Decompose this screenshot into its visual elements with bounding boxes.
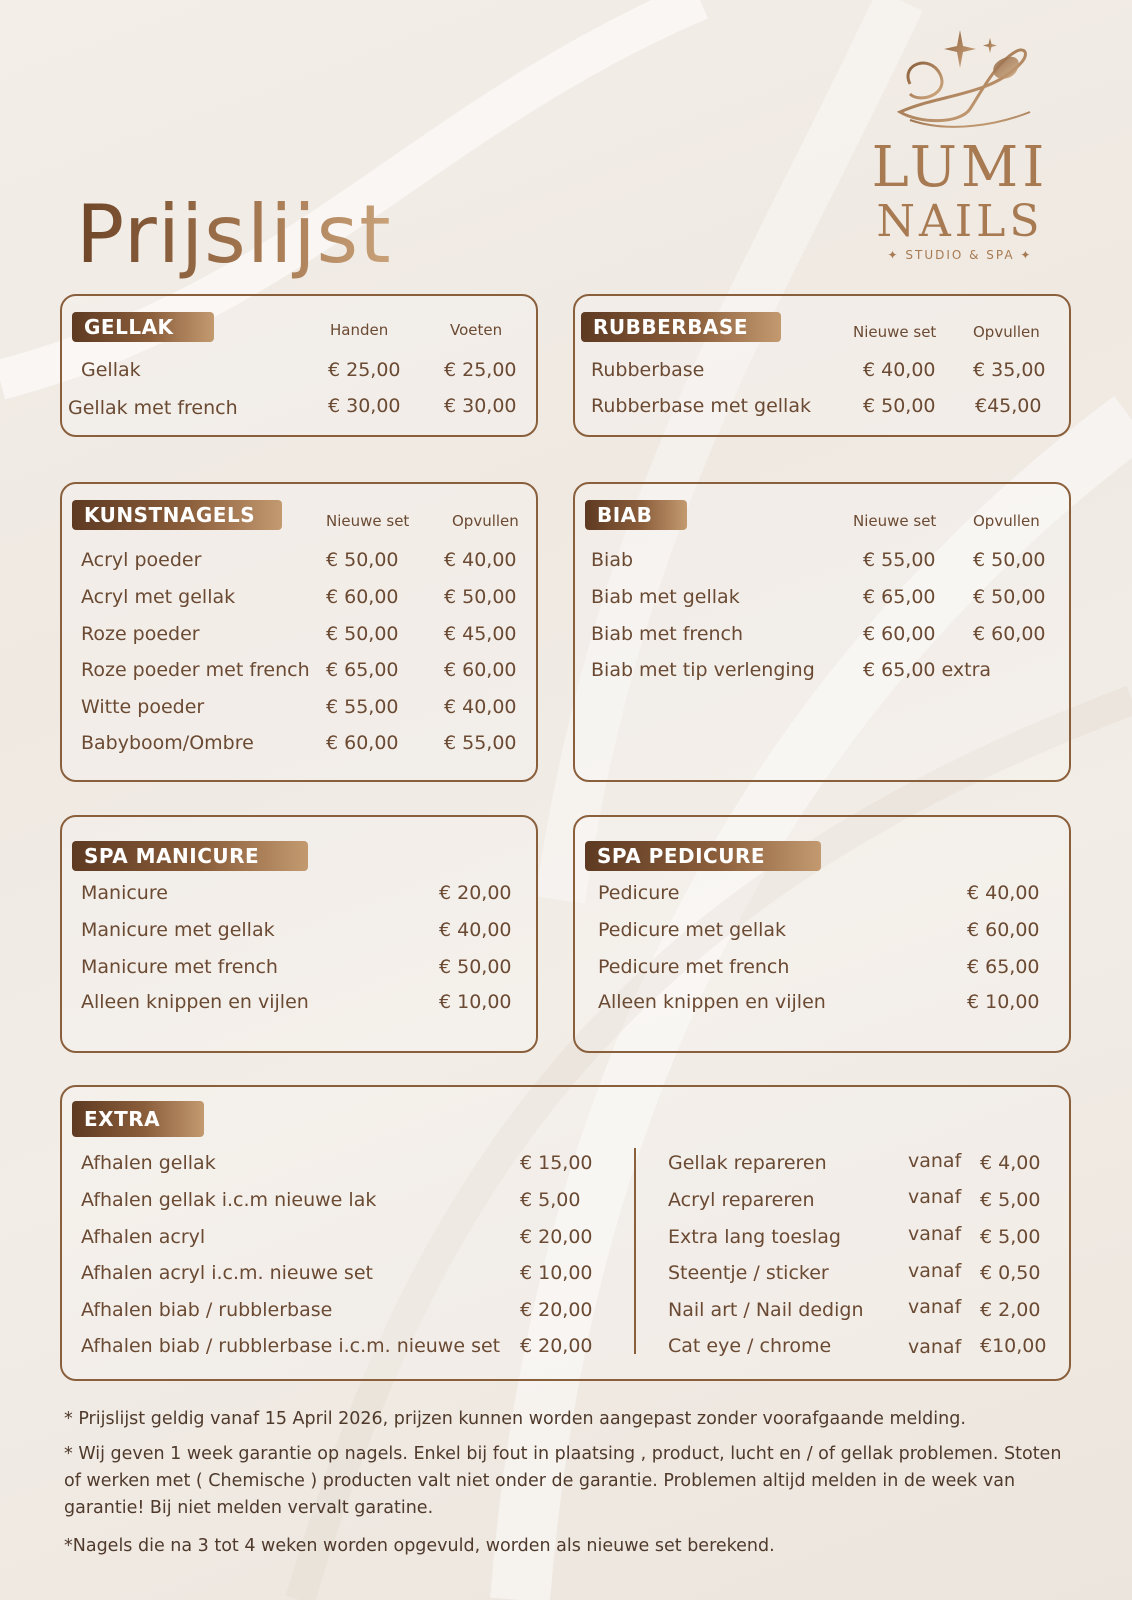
extra-right-row-from: vanaf xyxy=(908,1150,962,1172)
extra-right-row-name: Nail art / Nail dedign xyxy=(668,1299,864,1321)
spa-pedicure-row-price: € 60,00 xyxy=(967,919,1040,941)
gellak-badge: GELLAK xyxy=(72,312,214,342)
rubberbase-section xyxy=(573,294,1071,437)
note-warranty: * Wij geven 1 week garantie op nagels. Enkel bij fout in plaatsing , product, lucht en / of gellak problemen. Stoten of werken met ( Chemische ) producten valt niet onder de garantie. Problemen altijd melden in de week van garantie! Bij niet melden vervalt garatine. xyxy=(64,1444,1062,1518)
spa-manicure-row-price: € 50,00 xyxy=(439,956,512,978)
kunstnagels-row-price: € 50,00 xyxy=(444,586,517,608)
spa-pedicure-row-name: Pedicure xyxy=(598,882,680,904)
gellak-col-voeten: Voeten xyxy=(450,321,503,339)
biab-row-price: € 60,00 xyxy=(973,623,1046,645)
rubberbase-row-price: € 50,00 xyxy=(863,395,936,417)
biab-row-price: € 65,00 extra xyxy=(863,659,992,681)
rubberbase-col-opvullen: Opvullen xyxy=(973,323,1040,341)
kunstnagels-row-name: Babyboom/Ombre xyxy=(81,732,254,754)
extra-left-row-price: € 20,00 xyxy=(520,1299,593,1321)
extra-right-row-price: € 5,00 xyxy=(980,1189,1041,1211)
biab-col-opvullen: Opvullen xyxy=(973,512,1040,530)
spa-pedicure-section xyxy=(573,815,1071,1053)
kunstnagels-row-price: € 40,00 xyxy=(444,696,517,718)
biab-badge: BIAB xyxy=(585,500,687,530)
gellak-row-name: Gellak met french xyxy=(68,397,238,419)
extra-left-row-name: Afhalen biab / rubblerbase i.c.m. nieuwe set xyxy=(81,1335,501,1357)
spa-manicure-row-name: Manicure xyxy=(81,882,168,904)
extra-right-row-price: € 0,50 xyxy=(980,1262,1041,1284)
extra-left-row-price: € 20,00 xyxy=(520,1226,593,1248)
biab-row-name: Biab xyxy=(591,549,634,571)
kunstnagels-row-price: € 50,00 xyxy=(326,549,399,571)
gellak-row-name: Gellak xyxy=(81,359,141,381)
kunstnagels-col-nieuwe-set: Nieuwe set xyxy=(326,512,410,530)
page-title: Prijslijst xyxy=(76,188,392,281)
spa-pedicure-row-name: Pedicure met french xyxy=(598,956,790,978)
extra-left-row-price: € 10,00 xyxy=(520,1262,593,1284)
extra-left-row-price: € 5,00 xyxy=(520,1189,581,1211)
note-refill: *Nagels die na 3 tot 4 weken worden opgevuld, worden als nieuwe set berekend. xyxy=(64,1536,775,1556)
spa-pedicure-row-price: € 10,00 xyxy=(967,991,1040,1013)
biab-row-price: € 50,00 xyxy=(973,549,1046,571)
biab-col-nieuwe-set: Nieuwe set xyxy=(853,512,937,530)
rubberbase-row-price: € 40,00 xyxy=(863,359,936,381)
kunstnagels-row-name: Acryl poeder xyxy=(81,549,202,571)
spa-pedicure-row-name: Alleen knippen en vijlen xyxy=(598,991,826,1013)
rubberbase-row-name: Rubberbase met gellak xyxy=(591,395,811,417)
extra-right-row-name: Steentje / sticker xyxy=(668,1262,829,1284)
kunstnagels-row-price: € 65,00 xyxy=(326,659,399,681)
kunstnagels-row-price: € 55,00 xyxy=(444,732,517,754)
biab-row-price: € 60,00 xyxy=(863,623,936,645)
brand-logo xyxy=(860,24,1060,284)
spa-manicure-section xyxy=(60,815,538,1053)
extra-left-row-price: € 20,00 xyxy=(520,1335,593,1357)
biab-row-name: Biab met french xyxy=(591,623,744,645)
kunstnagels-row-price: € 50,00 xyxy=(326,623,399,645)
extra-left-row-name: Afhalen biab / rubblerbase xyxy=(81,1299,333,1321)
note-validity: * Prijslijst geldig vanaf 15 April 2026, prijzen kunnen worden aangepast zonder voorafgaande melding. xyxy=(64,1409,966,1429)
spa-manicure-row-price: € 20,00 xyxy=(439,882,512,904)
extra-section xyxy=(60,1085,1071,1381)
extra-right-row-name: Extra lang toeslag xyxy=(668,1226,841,1248)
spa-pedicure-badge: SPA PEDICURE xyxy=(585,841,821,871)
extra-right-row-from: vanaf xyxy=(908,1186,962,1208)
kunstnagels-col-opvullen: Opvullen xyxy=(452,512,519,530)
gellak-row-price: € 30,00 xyxy=(328,395,401,417)
extra-right-row-price: €10,00 xyxy=(980,1335,1047,1357)
biab-section xyxy=(573,482,1071,782)
gellak-row-price: € 25,00 xyxy=(444,359,517,381)
kunstnagels-row-name: Roze poeder xyxy=(81,623,200,645)
biab-row-price: € 65,00 xyxy=(863,586,936,608)
extra-right-row-name: Gellak repareren xyxy=(668,1152,827,1174)
spa-manicure-badge: SPA MANICURE xyxy=(72,841,308,871)
biab-row-name: Biab met gellak xyxy=(591,586,740,608)
kunstnagels-row-name: Witte poeder xyxy=(81,696,205,718)
rubberbase-badge: RUBBERBASE xyxy=(581,312,781,342)
rubberbase-col-nieuwe-set: Nieuwe set xyxy=(853,323,937,341)
extra-right-row-name: Acryl repareren xyxy=(668,1189,815,1211)
extra-column-divider xyxy=(634,1148,636,1354)
gellak-row-price: € 25,00 xyxy=(328,359,401,381)
extra-left-row-name: Afhalen acryl xyxy=(81,1226,206,1248)
extra-right-row-from: vanaf xyxy=(908,1296,962,1318)
extra-left-row-name: Afhalen gellak i.c.m nieuwe lak xyxy=(81,1189,377,1211)
kunstnagels-row-name: Acryl met gellak xyxy=(81,586,236,608)
gellak-row-price: € 30,00 xyxy=(444,395,517,417)
kunstnagels-row-price: € 60,00 xyxy=(444,659,517,681)
kunstnagels-row-price: € 60,00 xyxy=(326,586,399,608)
gellak-col-handen: Handen xyxy=(330,321,389,339)
extra-right-row-price: € 4,00 xyxy=(980,1152,1041,1174)
kunstnagels-row-price: € 55,00 xyxy=(326,696,399,718)
extra-left-row-price: € 15,00 xyxy=(520,1152,593,1174)
kunstnagels-row-price: € 60,00 xyxy=(326,732,399,754)
extra-right-row-from: vanaf xyxy=(908,1223,962,1245)
spa-manicure-row-name: Manicure met gellak xyxy=(81,919,275,941)
nail-sparkle-logo-icon xyxy=(880,24,1040,134)
extra-right-row-from: vanaf xyxy=(908,1260,962,1282)
kunstnagels-row-price: € 40,00 xyxy=(444,549,517,571)
extra-right-row-from: vanaf xyxy=(908,1336,962,1358)
logo-text-nails: NAILS xyxy=(876,196,1044,247)
spa-pedicure-row-name: Pedicure met gellak xyxy=(598,919,787,941)
kunstnagels-badge: KUNSTNAGELS xyxy=(72,500,282,530)
extra-right-row-price: € 5,00 xyxy=(980,1226,1041,1248)
spa-manicure-row-price: € 40,00 xyxy=(439,919,512,941)
kunstnagels-row-price: € 45,00 xyxy=(444,623,517,645)
extra-badge: EXTRA xyxy=(72,1101,204,1137)
biab-row-price: € 50,00 xyxy=(973,586,1046,608)
spa-manicure-row-name: Alleen knippen en vijlen xyxy=(81,991,309,1013)
rubberbase-row-price: € 35,00 xyxy=(973,359,1046,381)
spa-pedicure-row-price: € 40,00 xyxy=(967,882,1040,904)
spa-manicure-row-price: € 10,00 xyxy=(439,991,512,1013)
biab-row-price: € 55,00 xyxy=(863,549,936,571)
extra-left-row-name: Afhalen gellak xyxy=(81,1152,216,1174)
kunstnagels-section xyxy=(60,482,538,782)
extra-right-row-name: Cat eye / chrome xyxy=(668,1335,832,1357)
spa-pedicure-row-price: € 65,00 xyxy=(967,956,1040,978)
extra-right-row-price: € 2,00 xyxy=(980,1299,1041,1321)
rubberbase-row-price: €45,00 xyxy=(975,395,1042,417)
logo-text-lumi: LUMI xyxy=(871,135,1049,200)
biab-row-name: Biab met tip verlenging xyxy=(591,659,815,681)
spa-manicure-row-name: Manicure met french xyxy=(81,956,278,978)
extra-left-row-name: Afhalen acryl i.c.m. nieuwe set xyxy=(81,1262,373,1284)
gellak-section xyxy=(60,294,538,437)
logo-tagline: ✦ STUDIO & SPA ✦ xyxy=(887,248,1033,262)
kunstnagels-row-name: Roze poeder met french xyxy=(81,659,310,681)
rubberbase-row-name: Rubberbase xyxy=(591,359,705,381)
